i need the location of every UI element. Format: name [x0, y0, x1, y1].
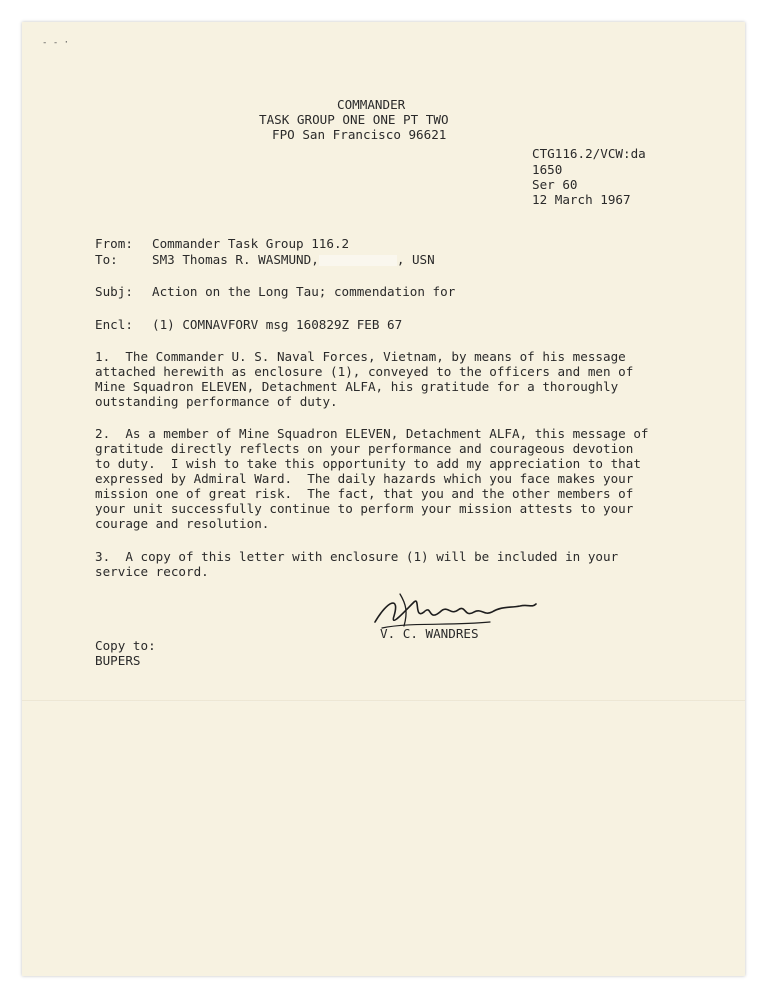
redacted-service-number: [319, 255, 397, 266]
reference-code: CTG116.2/VCW:da: [532, 146, 646, 161]
paragraph-3-line-1: 3. A copy of this letter with enclosure (1) will be included in your: [95, 549, 619, 564]
letterhead-line-1: COMMANDER: [337, 97, 406, 112]
subj-label: Subj:: [95, 284, 133, 299]
letter-page: [22, 22, 745, 976]
to-label: To:: [95, 252, 118, 267]
copy-to-label: Copy to:: [95, 638, 156, 653]
paragraph-3-line-2: service record.: [95, 564, 209, 579]
from-value: Commander Task Group 116.2: [152, 236, 350, 251]
signatory-name: V. C. WANDRES: [380, 626, 479, 641]
encl-value: (1) COMNAVFORV msg 160829Z FEB 67: [152, 317, 403, 332]
paragraph-1-line-3: Mine Squadron ELEVEN, Detachment ALFA, his gratitude for a thoroughly: [95, 379, 619, 394]
copy-to-recipient: BUPERS: [95, 653, 141, 668]
paragraph-2-line-3: to duty. I wish to take this opportunity to add my appreciation to that: [95, 456, 641, 471]
to-line: [152, 252, 435, 267]
reference-date: 12 March 1967: [532, 192, 631, 207]
from-label: From:: [95, 236, 133, 251]
paragraph-2-line-6: your unit successfully continue to perform your mission attests to your: [95, 501, 634, 516]
to-suffix: , USN: [396, 252, 435, 267]
paragraph-2-line-5: mission one of great risk. The fact, that you and the other members of: [95, 486, 634, 501]
paragraph-1-line-2: attached herewith as enclosure (1), conveyed to the officers and men of: [95, 364, 634, 379]
letterhead-line-2: TASK GROUP ONE ONE PT TWO: [259, 112, 449, 127]
paragraph-2-line-7: courage and resolution.: [95, 516, 270, 531]
paragraph-2-line-1: 2. As a member of Mine Squadron ELEVEN, Detachment ALFA, this message of: [95, 426, 649, 441]
paper-fold: [22, 700, 745, 702]
paragraph-2-line-2: gratitude directly reflects on your performance and courageous devotion: [95, 441, 634, 456]
subj-value: Action on the Long Tau; commendation for: [152, 284, 456, 299]
paragraph-1-line-4: outstanding performance of duty.: [95, 394, 338, 409]
to-value: SM3 Thomas R. WASMUND,: [152, 252, 319, 267]
letterhead-line-3: FPO San Francisco 96621: [272, 127, 447, 142]
paragraph-2-line-4: expressed by Admiral Ward. The daily hazards which you face makes your: [95, 471, 634, 486]
paper-mark: - - ·: [42, 38, 70, 48]
paragraph-1-line-1: 1. The Commander U. S. Naval Forces, Vietnam, by means of his message: [95, 349, 626, 364]
reference-file: 1650: [532, 162, 563, 177]
encl-label: Encl:: [95, 317, 133, 332]
reference-serial: Ser 60: [532, 177, 578, 192]
